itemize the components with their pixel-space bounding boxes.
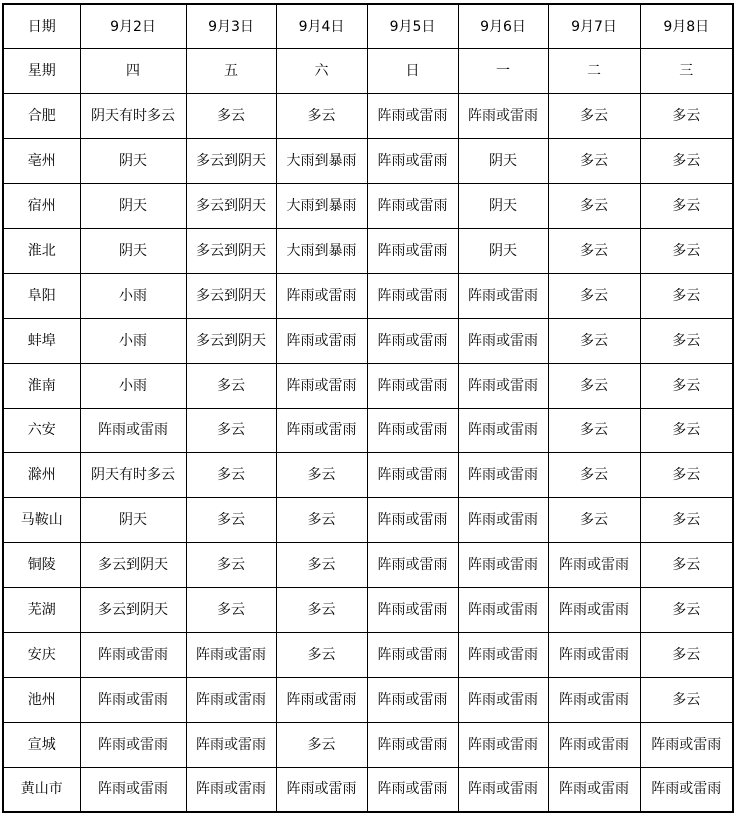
weather-cell: 阵雨或雷雨 [367, 363, 458, 408]
city-name-cell: 合肥 [3, 94, 80, 139]
weather-cell: 阵雨或雷雨 [458, 543, 548, 588]
weather-cell: 小雨 [80, 273, 186, 318]
city-name-cell: 黄山市 [3, 767, 80, 812]
city-name-cell: 池州 [3, 677, 80, 722]
weather-cell: 多云 [548, 363, 640, 408]
weather-cell: 多云 [548, 408, 640, 453]
weather-cell: 阵雨或雷雨 [276, 677, 367, 722]
weather-cell: 多云 [640, 318, 733, 363]
weather-cell: 阵雨或雷雨 [80, 767, 186, 812]
weather-cell: 阵雨或雷雨 [458, 722, 548, 767]
weather-cell: 阵雨或雷雨 [548, 767, 640, 812]
weather-cell: 多云 [276, 543, 367, 588]
weather-cell: 阵雨或雷雨 [640, 722, 733, 767]
weather-cell: 阵雨或雷雨 [80, 677, 186, 722]
weather-cell: 多云到阴天 [80, 543, 186, 588]
weather-cell: 多云 [640, 677, 733, 722]
forecast-table-body [3, 4, 733, 812]
weather-cell: 阴天有时多云 [80, 453, 186, 498]
header-cell-weekday: 三 [640, 49, 733, 94]
header-cell-date: 9月3日 [186, 4, 276, 49]
weather-cell: 多云 [640, 273, 733, 318]
table-row [3, 543, 733, 588]
weather-cell: 阵雨或雷雨 [367, 184, 458, 229]
table-row [3, 408, 733, 453]
forecast-table-container [2, 3, 732, 812]
weather-cell: 阵雨或雷雨 [367, 767, 458, 812]
header-cell-date: 9月8日 [640, 4, 733, 49]
weather-cell: 阵雨或雷雨 [367, 588, 458, 633]
city-name-cell: 淮北 [3, 228, 80, 273]
weather-cell: 多云 [640, 139, 733, 184]
header-cell-date: 9月7日 [548, 4, 640, 49]
weather-cell: 多云 [276, 588, 367, 633]
weather-cell: 阵雨或雷雨 [458, 632, 548, 677]
table-row [3, 318, 733, 363]
weather-cell: 多云 [548, 94, 640, 139]
weather-cell: 阵雨或雷雨 [458, 408, 548, 453]
weather-cell: 阵雨或雷雨 [548, 722, 640, 767]
weather-cell: 多云 [186, 588, 276, 633]
weather-cell: 阵雨或雷雨 [186, 722, 276, 767]
weather-cell: 大雨到暴雨 [276, 184, 367, 229]
header-row-dates [3, 4, 733, 49]
weather-cell: 阵雨或雷雨 [458, 318, 548, 363]
weather-cell: 阵雨或雷雨 [367, 632, 458, 677]
weather-cell: 多云 [548, 498, 640, 543]
city-name-cell: 芜湖 [3, 588, 80, 633]
weather-cell: 多云到阴天 [186, 273, 276, 318]
weather-cell: 多云到阴天 [186, 228, 276, 273]
city-name-cell: 淮南 [3, 363, 80, 408]
weather-cell: 多云到阴天 [186, 184, 276, 229]
weather-cell: 多云 [640, 498, 733, 543]
weather-cell: 多云 [186, 543, 276, 588]
weather-cell: 阵雨或雷雨 [367, 543, 458, 588]
table-row [3, 139, 733, 184]
weather-cell: 阴天 [458, 139, 548, 184]
weather-cell: 阵雨或雷雨 [367, 408, 458, 453]
weather-cell: 多云 [640, 363, 733, 408]
city-name-cell: 亳州 [3, 139, 80, 184]
weather-cell: 多云 [548, 228, 640, 273]
weather-cell: 多云 [548, 184, 640, 229]
weather-cell: 大雨到暴雨 [276, 228, 367, 273]
header-cell-weekday: 六 [276, 49, 367, 94]
weather-cell: 阴天 [458, 228, 548, 273]
city-name-cell: 六安 [3, 408, 80, 453]
city-name-cell: 宿州 [3, 184, 80, 229]
table-row [3, 273, 733, 318]
weather-cell: 多云 [640, 632, 733, 677]
table-row [3, 588, 733, 633]
weather-cell: 阴天 [80, 184, 186, 229]
weather-cell: 多云 [640, 184, 733, 229]
weather-cell: 阵雨或雷雨 [276, 273, 367, 318]
weather-cell: 阵雨或雷雨 [186, 632, 276, 677]
weather-cell: 多云 [640, 228, 733, 273]
weather-cell: 阵雨或雷雨 [367, 318, 458, 363]
weather-cell: 阵雨或雷雨 [458, 498, 548, 543]
weather-cell: 多云到阴天 [80, 588, 186, 633]
weather-cell: 多云 [276, 94, 367, 139]
weather-cell: 多云 [548, 273, 640, 318]
weather-cell: 多云到阴天 [186, 318, 276, 363]
weather-cell: 阴天有时多云 [80, 94, 186, 139]
table-row [3, 363, 733, 408]
weather-cell: 多云 [276, 453, 367, 498]
header-cell-date: 9月4日 [276, 4, 367, 49]
weather-cell: 阵雨或雷雨 [367, 94, 458, 139]
table-row [3, 677, 733, 722]
weather-cell: 阵雨或雷雨 [367, 677, 458, 722]
header-cell-date-label: 日期 [3, 4, 80, 49]
city-name-cell: 马鞍山 [3, 498, 80, 543]
header-cell-weekday: 四 [80, 49, 186, 94]
header-cell-weekday: 日 [367, 49, 458, 94]
weather-cell: 多云 [640, 588, 733, 633]
weather-cell: 阵雨或雷雨 [548, 543, 640, 588]
weather-cell: 多云 [276, 632, 367, 677]
weather-cell: 多云到阴天 [186, 139, 276, 184]
weather-cell: 多云 [640, 453, 733, 498]
city-name-cell: 蚌埠 [3, 318, 80, 363]
weather-cell: 多云 [548, 318, 640, 363]
weather-cell: 阵雨或雷雨 [458, 677, 548, 722]
table-row [3, 228, 733, 273]
weather-cell: 阵雨或雷雨 [367, 139, 458, 184]
weather-cell: 阵雨或雷雨 [640, 767, 733, 812]
weather-cell: 多云 [640, 94, 733, 139]
weather-cell: 阴天 [80, 498, 186, 543]
weather-cell: 多云 [186, 363, 276, 408]
weather-cell: 小雨 [80, 363, 186, 408]
weather-cell: 多云 [548, 453, 640, 498]
weather-cell: 阵雨或雷雨 [548, 588, 640, 633]
weather-cell: 阴天 [80, 139, 186, 184]
table-row [3, 632, 733, 677]
header-cell-date: 9月5日 [367, 4, 458, 49]
table-row [3, 453, 733, 498]
weather-cell: 阵雨或雷雨 [276, 318, 367, 363]
header-cell-weekday-label: 星期 [3, 49, 80, 94]
weather-cell: 阵雨或雷雨 [458, 453, 548, 498]
weather-cell: 阵雨或雷雨 [186, 677, 276, 722]
weather-cell: 阴天 [80, 228, 186, 273]
city-name-cell: 阜阳 [3, 273, 80, 318]
weather-cell: 阵雨或雷雨 [367, 273, 458, 318]
weather-cell: 小雨 [80, 318, 186, 363]
weather-cell: 阵雨或雷雨 [458, 767, 548, 812]
weather-cell: 阵雨或雷雨 [458, 273, 548, 318]
weather-cell: 多云 [186, 453, 276, 498]
weather-cell: 阵雨或雷雨 [186, 767, 276, 812]
weather-cell: 阵雨或雷雨 [367, 498, 458, 543]
city-name-cell: 铜陵 [3, 543, 80, 588]
header-cell-weekday: 一 [458, 49, 548, 94]
city-name-cell: 宣城 [3, 722, 80, 767]
weather-cell: 阵雨或雷雨 [548, 677, 640, 722]
table-row [3, 722, 733, 767]
city-name-cell: 滁州 [3, 453, 80, 498]
weather-cell: 阵雨或雷雨 [548, 632, 640, 677]
weather-cell: 多云 [548, 139, 640, 184]
weather-cell: 阵雨或雷雨 [80, 408, 186, 453]
header-cell-weekday: 五 [186, 49, 276, 94]
table-row [3, 767, 733, 812]
weather-cell: 多云 [276, 498, 367, 543]
weather-cell: 大雨到暴雨 [276, 139, 367, 184]
weather-cell: 阵雨或雷雨 [458, 363, 548, 408]
weather-cell: 多云 [640, 543, 733, 588]
weather-cell: 多云 [186, 408, 276, 453]
weather-forecast-table [2, 3, 734, 813]
weather-cell: 多云 [276, 722, 367, 767]
weather-cell: 多云 [186, 498, 276, 543]
weather-cell: 多云 [640, 408, 733, 453]
header-row-weekdays [3, 49, 733, 94]
header-cell-date: 9月6日 [458, 4, 548, 49]
weather-cell: 阵雨或雷雨 [80, 632, 186, 677]
header-cell-weekday: 二 [548, 49, 640, 94]
weather-cell: 阴天 [458, 184, 548, 229]
weather-cell: 多云 [186, 94, 276, 139]
weather-cell: 阵雨或雷雨 [80, 722, 186, 767]
weather-cell: 阵雨或雷雨 [276, 767, 367, 812]
table-row [3, 94, 733, 139]
weather-cell: 阵雨或雷雨 [276, 363, 367, 408]
weather-cell: 阵雨或雷雨 [367, 722, 458, 767]
header-cell-date: 9月2日 [80, 4, 186, 49]
weather-cell: 阵雨或雷雨 [458, 94, 548, 139]
table-row [3, 498, 733, 543]
weather-cell: 阵雨或雷雨 [367, 228, 458, 273]
city-name-cell: 安庆 [3, 632, 80, 677]
weather-cell: 阵雨或雷雨 [367, 453, 458, 498]
table-row [3, 184, 733, 229]
weather-cell: 阵雨或雷雨 [276, 408, 367, 453]
weather-cell: 阵雨或雷雨 [458, 588, 548, 633]
